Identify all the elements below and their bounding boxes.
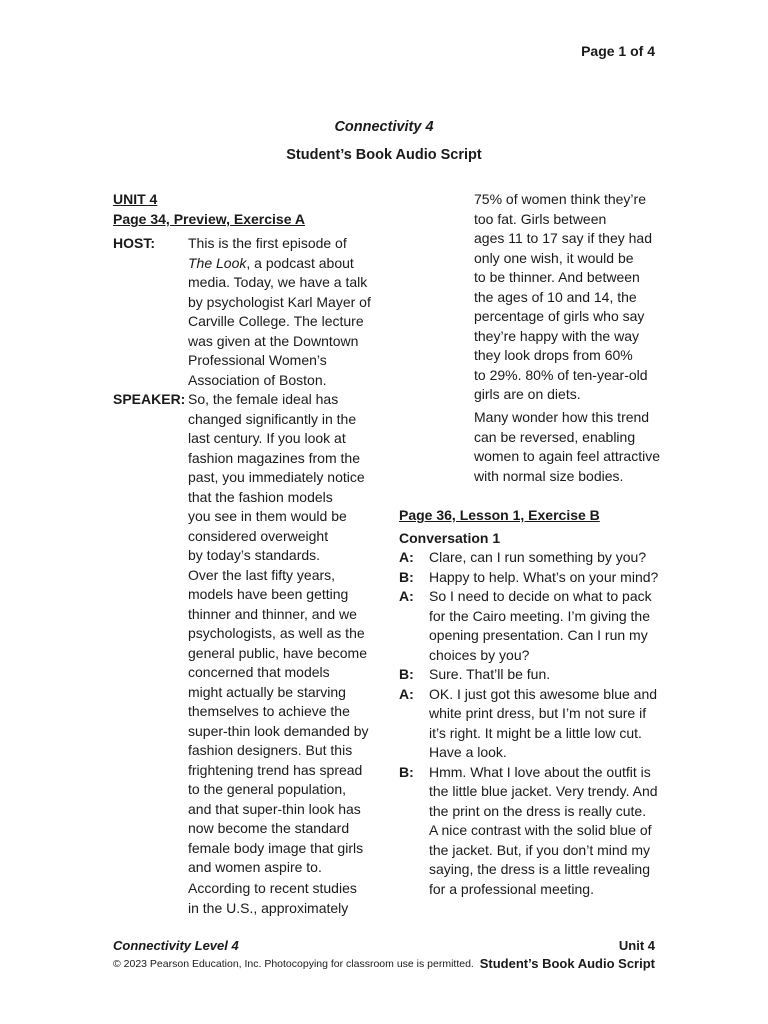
text-line: can be reversed, enabling — [474, 428, 636, 445]
document-subtitle: Student’s Book Audio Script — [286, 147, 482, 163]
conversation-heading: Conversation 1 — [399, 530, 501, 546]
text-line: last century. If you look at — [188, 430, 346, 446]
text-line: Clare, can I run something by you? — [429, 549, 647, 565]
text-line: percentage of girls who say — [474, 308, 645, 324]
text-line: media. Today, we have a talk — [188, 274, 368, 290]
text-line: super-thin look demanded by — [188, 722, 369, 739]
text-line: So, the female ideal has — [188, 391, 339, 407]
footer-unit: Unit 4 — [618, 938, 655, 953]
text-line: girls are on diets. — [474, 386, 581, 402]
dialogue-text — [429, 568, 658, 588]
text-line: themselves to achieve the — [188, 703, 350, 719]
text-line: the print on the dress is really cute. — [429, 802, 647, 819]
text-line: might actually be starving — [188, 683, 346, 700]
text-line: concerned that models — [188, 664, 330, 680]
dialogue-text — [429, 548, 646, 568]
dialogue-turn — [399, 568, 669, 588]
speaker-label: SPEAKER: — [113, 391, 186, 407]
document-title: Connectivity 4 — [334, 119, 434, 135]
text-line: Association of Boston. — [188, 371, 327, 388]
text-line: A nice contrast with the solid blue of — [429, 822, 652, 838]
text-line: The Look, a podcast about — [188, 254, 354, 271]
text-line: too fat. Girls between — [474, 210, 607, 227]
text-line: choices by you? — [429, 646, 530, 663]
text-line: thinner and thinner, and we — [188, 605, 357, 622]
text-line: for the Cairo meeting. I’m giving the — [429, 607, 650, 624]
dialogue-speaker: B: — [399, 763, 414, 780]
text-line: to be thinner. And between — [474, 269, 640, 285]
text-line: Sure. That’ll be fun. — [429, 666, 551, 682]
text-line: only one wish, it would be — [474, 249, 634, 266]
text-line: Have a look. — [429, 744, 507, 760]
text-line: they’re happy with the way — [474, 327, 639, 344]
footer-book-title: Connectivity Level 4 — [113, 938, 239, 953]
text-line: According to recent studies — [188, 880, 357, 896]
text-line: This is the first episode of — [188, 235, 347, 251]
text-line: now become the standard — [188, 820, 350, 836]
text-line: Professional Women’s — [188, 352, 327, 368]
text-line: white print dress, but I’m not sure if — [429, 705, 647, 721]
text-line: ages 11 to 17 say if they had — [474, 230, 652, 246]
dialogue-text — [429, 587, 652, 665]
text-line: past, you immediately notice — [188, 469, 365, 485]
text-line: Over the last fifty years, — [188, 566, 336, 583]
text-line: the ages of 10 and 14, the — [474, 288, 637, 305]
footer-script-title: Student’s Book Audio Script — [479, 956, 655, 971]
dialogue-text — [429, 665, 550, 685]
text-line: women to again feel attractive — [474, 448, 660, 464]
unit-heading: UNIT 4 — [113, 191, 158, 207]
dialogue-speaker: A: — [399, 588, 414, 604]
host-paragraph — [188, 234, 371, 390]
section-heading-lesson: Page 36, Lesson 1, Exercise B — [399, 507, 600, 523]
text-line: to 29%. 80% of ten-year-old — [474, 366, 648, 383]
speaker-paragraph-2 — [188, 879, 357, 918]
text-line: considered overweight — [188, 527, 329, 544]
text-line: OK. I just got this awesome blue and — [429, 685, 658, 702]
text-line: fashion magazines from the — [188, 449, 360, 466]
text-line: with normal size bodies. — [474, 467, 624, 484]
dialogue-turn — [399, 587, 669, 665]
text-line: models have been getting — [188, 586, 349, 602]
dialogue-text — [429, 763, 658, 900]
text-line: and that super-thin look has — [188, 800, 361, 817]
text-line: saying, the dress is a little revealing — [429, 861, 650, 877]
text-line: Hmm. What I love about the outfit is — [429, 763, 651, 780]
text-line: So I need to decide on what to pack — [429, 588, 652, 604]
page-number: Page 1 of 4 — [581, 43, 655, 59]
text-line: female body image that girls — [188, 839, 364, 856]
text-line: by psychologist Karl Mayer of — [188, 293, 371, 310]
continued-paragraph — [474, 190, 652, 405]
dialogue-speaker: A: — [399, 685, 414, 702]
dialogue-speaker: B: — [399, 568, 414, 585]
continued-paragraph-2 — [474, 408, 660, 486]
text-line: the jacket. But, if you don’t mind my — [429, 841, 650, 858]
dialogue-turn — [399, 548, 669, 568]
podcast-title: The Look — [188, 254, 247, 271]
text-line: opening presentation. Can I run my — [429, 627, 648, 643]
text-line: it’s right. It might be a little low cut. — [429, 724, 642, 741]
text-line: psychologists, as well as the — [188, 625, 365, 641]
text-line: in the U.S., approximately — [188, 899, 349, 916]
section-heading-preview: Page 34, Preview, Exercise A — [113, 211, 305, 227]
text-line: fashion designers. But this — [188, 742, 353, 758]
dialogue-speaker: B: — [399, 666, 414, 682]
text-line: the little blue jacket. Very trendy. And — [429, 783, 658, 799]
text-line: Carville College. The lecture — [188, 313, 364, 329]
footer-copyright: © 2023 Pearson Education, Inc. Photocopying for classroom use is permitted. — [113, 958, 474, 970]
text-line: frightening trend has spread — [188, 761, 363, 778]
dialogue-text — [429, 685, 657, 763]
text-line: by today’s standards. — [188, 547, 321, 563]
text-line: general public, have become — [188, 644, 368, 661]
dialogue — [399, 548, 669, 899]
dialogue-turn — [399, 763, 669, 900]
dialogue-turn — [399, 685, 669, 763]
text-line: you see in them would be — [188, 508, 347, 524]
text-line: that the fashion models — [188, 488, 333, 505]
text-line: to the general population, — [188, 781, 347, 797]
host-label: HOST: — [113, 235, 155, 251]
text-line: Many wonder how this trend — [474, 409, 650, 425]
dialogue-speaker: A: — [399, 549, 414, 565]
text-line: and women aspire to. — [188, 859, 322, 875]
text-line: was given at the Downtown — [188, 332, 359, 349]
text-line: changed significantly in the — [188, 410, 357, 427]
text-line: they look drops from 60% — [474, 347, 633, 363]
text-line: Happy to help. What’s on your mind? — [429, 568, 659, 585]
dialogue-turn — [399, 665, 669, 685]
speaker-paragraph — [188, 390, 369, 878]
text-line: for a professional meeting. — [429, 880, 594, 897]
text-line: 75% of women think they’re — [474, 191, 646, 207]
